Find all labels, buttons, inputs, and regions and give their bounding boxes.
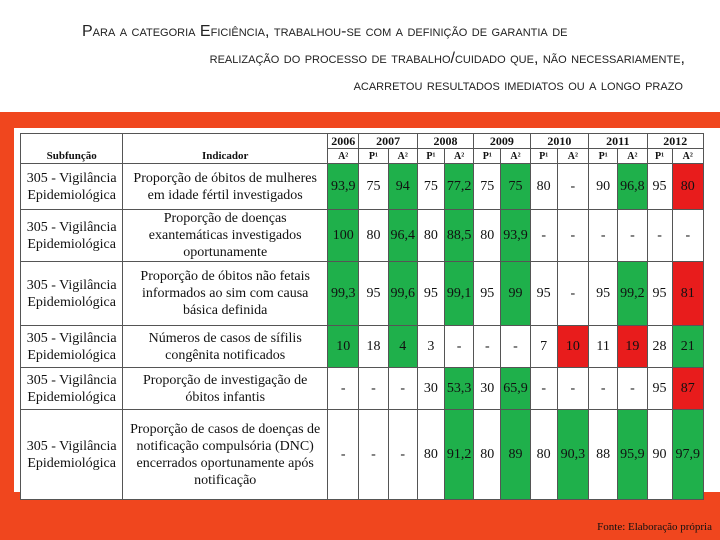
year-header: 2006 [328,134,359,149]
value-cell: 80 [672,164,703,210]
value-cell: 88 [589,410,618,500]
value-cell: 75 [417,164,444,210]
subcol-header: A² [328,149,359,164]
value-cell: 18 [359,326,388,368]
value-cell: 65,9 [501,368,530,410]
value-cell: 95 [647,368,672,410]
subcol-header: P¹ [647,149,672,164]
col-subfuncao-header: Subfunção [21,149,123,164]
col-indicador-header: Indicador [123,149,328,164]
value-cell: 80 [359,210,388,262]
value-cell: - [328,410,359,500]
indicador-cell: Proporção de óbitos não fetais informados ao sim com causa básica definida [123,262,328,326]
value-cell: 80 [530,164,557,210]
subcol-header: A² [501,149,530,164]
value-cell: - [557,262,588,326]
table-row [21,368,704,410]
value-cell: 80 [474,410,501,500]
heading-line-1: Para a categoria Eficiência, trabalhou-se com a definição de garantia de [82,23,568,40]
value-cell: 19 [618,326,647,368]
table-row [21,164,704,210]
value-cell: - [388,410,417,500]
slide-heading [60,18,685,99]
value-cell: - [359,410,388,500]
year-header: 2009 [474,134,530,149]
value-cell: 90,3 [557,410,588,500]
value-cell: 99,6 [388,262,417,326]
value-cell: - [672,210,703,262]
value-cell: 95 [647,164,672,210]
value-cell: 77,2 [444,164,473,210]
orange-rule [0,112,720,128]
value-cell: - [557,164,588,210]
value-cell: 28 [647,326,672,368]
subfuncao-cell: 305 - Vigilância Epidemiológica [21,164,123,210]
subcol-header: A² [388,149,417,164]
value-cell: - [557,210,588,262]
value-cell: 95 [530,262,557,326]
subfuncao-cell: 305 - Vigilância Epidemiológica [21,210,123,262]
value-cell: 75 [501,164,530,210]
value-cell: 80 [417,410,444,500]
value-cell: - [388,368,417,410]
value-cell: 100 [328,210,359,262]
indicador-cell: Proporção de óbitos de mulheres em idade fértil investigados [123,164,328,210]
value-cell: - [647,210,672,262]
subcol-header: P¹ [474,149,501,164]
heading-line-2: realização do processo de trabalho/cuidado que, não necessariamente, [209,50,685,67]
value-cell: 7 [530,326,557,368]
value-cell: 3 [417,326,444,368]
subheader-row [21,149,704,164]
indicador-cell: Números de casos de sífilis congênita notificados [123,326,328,368]
subfuncao-cell: 305 - Vigilância Epidemiológica [21,410,123,500]
value-cell: 97,9 [672,410,703,500]
value-cell: 93,9 [328,164,359,210]
value-cell: - [530,210,557,262]
value-cell: 95 [417,262,444,326]
subfuncao-cell: 305 - Vigilância Epidemiológica [21,326,123,368]
table-body [21,164,704,500]
value-cell: 10 [557,326,588,368]
value-cell: 10 [328,326,359,368]
value-cell: 91,2 [444,410,473,500]
value-cell: 53,3 [444,368,473,410]
value-cell: 95 [589,262,618,326]
year-header-row [21,134,704,149]
value-cell: - [359,368,388,410]
indicator-table-container [20,133,704,500]
value-cell: 11 [589,326,618,368]
value-cell: - [589,210,618,262]
value-cell: 75 [359,164,388,210]
table-row [21,262,704,326]
value-cell: - [444,326,473,368]
value-cell: 87 [672,368,703,410]
subcol-header: A² [557,149,588,164]
blank-header-cell [21,134,123,149]
value-cell: 90 [589,164,618,210]
table-row [21,410,704,500]
heading-line-3: acarretou resultados imediatos ou a longo prazo [353,77,683,94]
value-cell: 99 [501,262,530,326]
indicator-table [20,133,704,500]
indicador-cell: Proporção de casos de doenças de notificação compulsória (DNC) encerrados oportunamente após notificação [123,410,328,500]
value-cell: 80 [417,210,444,262]
value-cell: 21 [672,326,703,368]
value-cell: 90 [647,410,672,500]
year-header: 2010 [530,134,588,149]
value-cell: 99,2 [618,262,647,326]
value-cell: 30 [417,368,444,410]
value-cell: 99,3 [328,262,359,326]
orange-side-bar [0,112,14,540]
year-header: 2011 [589,134,647,149]
value-cell: - [530,368,557,410]
subcol-header: P¹ [359,149,388,164]
value-cell: 95 [647,262,672,326]
subcol-header: P¹ [417,149,444,164]
subcol-header: A² [618,149,647,164]
value-cell: - [474,326,501,368]
subcol-header: A² [444,149,473,164]
value-cell: 80 [530,410,557,500]
value-cell: 80 [474,210,501,262]
value-cell: 95 [474,262,501,326]
year-header: 2008 [417,134,473,149]
value-cell: 99,1 [444,262,473,326]
value-cell: 81 [672,262,703,326]
value-cell: 30 [474,368,501,410]
value-cell: - [618,368,647,410]
value-cell: - [328,368,359,410]
value-cell: - [589,368,618,410]
year-header: 2012 [647,134,703,149]
source-footnote: Fonte: Elaboração própria [597,521,712,533]
value-cell: 95 [359,262,388,326]
subfuncao-cell: 305 - Vigilância Epidemiológica [21,368,123,410]
value-cell: 89 [501,410,530,500]
value-cell: - [618,210,647,262]
subcol-header: P¹ [589,149,618,164]
value-cell: 75 [474,164,501,210]
table-row [21,210,704,262]
blank-header-cell [123,134,328,149]
subcol-header: A² [672,149,703,164]
indicador-cell: Proporção de investigação de óbitos infantis [123,368,328,410]
indicador-cell: Proporção de doenças exantemáticas investigados oportunamente [123,210,328,262]
value-cell: 4 [388,326,417,368]
value-cell: 96,8 [618,164,647,210]
value-cell: 94 [388,164,417,210]
value-cell: 95,9 [618,410,647,500]
value-cell: - [557,368,588,410]
value-cell: 88,5 [444,210,473,262]
year-header: 2007 [359,134,417,149]
value-cell: - [501,326,530,368]
subfuncao-cell: 305 - Vigilância Epidemiológica [21,262,123,326]
value-cell: 96,4 [388,210,417,262]
subcol-header: P¹ [530,149,557,164]
table-row [21,326,704,368]
value-cell: 93,9 [501,210,530,262]
